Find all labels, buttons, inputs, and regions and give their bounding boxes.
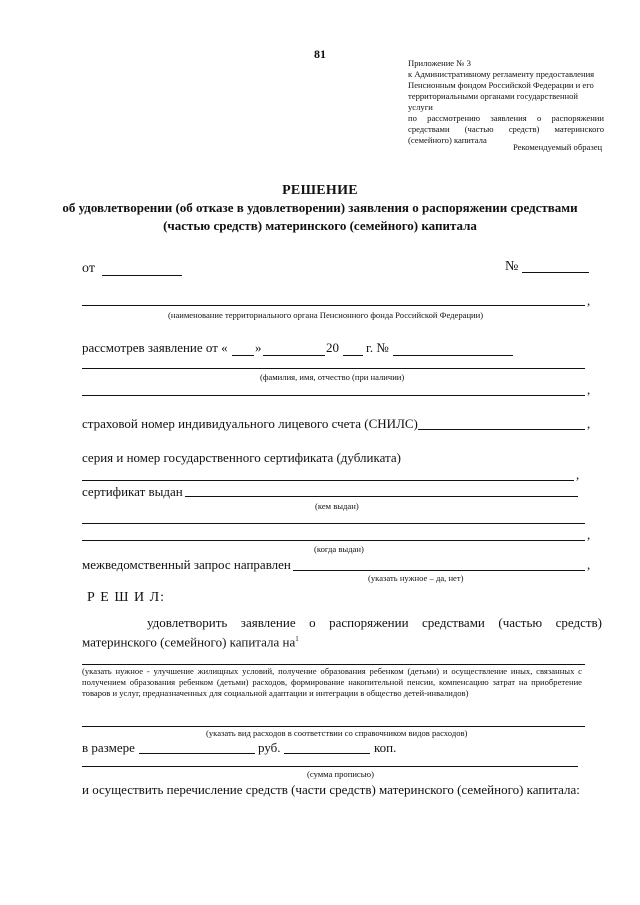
purpose-field[interactable]	[82, 664, 585, 665]
amount-label: в размере	[82, 740, 135, 755]
comma: ,	[587, 557, 591, 572]
number-label: №	[505, 259, 519, 274]
month-field[interactable]	[263, 355, 325, 356]
day-field[interactable]	[232, 355, 254, 356]
kop-field[interactable]	[284, 753, 370, 754]
fio-caption: (фамилия, имя, отчество (при наличии)	[260, 372, 405, 382]
comma: ,	[576, 467, 580, 482]
transfer-text: и осуществить перечисление средств (части средств) материнского (семейного) капитала:	[82, 782, 580, 797]
decision-heading: Р Е Ш И Л:	[87, 590, 165, 605]
purpose-caption: (указать нужное - улучшение жилищных условий, получение образования ребенком (детьми) и осуществление иных, связанных с получением образования ребенком (детьми) расходов, формирование накопительной пенсии, компенсацию затрат на приобретение товаров и услуг, предназначенных для социальной адаптации и интеграции в общество детей-инвалидов)	[82, 666, 582, 698]
interdept-label: межведомственный запрос направлен	[82, 557, 291, 572]
document-title: РЕШЕНИЕ	[282, 183, 358, 198]
interdept-caption: (указать нужное – да, нет)	[368, 573, 464, 583]
issued-by-caption: (кем выдан)	[315, 501, 359, 511]
expense-type-field[interactable]	[82, 726, 585, 727]
number-field[interactable]	[522, 272, 589, 273]
application-number-field[interactable]	[393, 355, 513, 356]
year-field[interactable]	[343, 355, 363, 356]
quote-close: »	[255, 340, 262, 355]
considered-label: рассмотрев заявление от «	[82, 340, 228, 355]
from-label: от	[82, 261, 95, 276]
pfr-name-field[interactable]	[82, 305, 585, 306]
appendix-line: территориальными органами государственной услуги	[408, 91, 579, 112]
appendix-line: (семейного) капитала	[408, 135, 487, 145]
appendix-line: средствами (частью средств) материнского	[408, 124, 604, 134]
interdept-field[interactable]	[293, 570, 585, 571]
sum-words-field[interactable]	[82, 766, 578, 767]
snils-field[interactable]	[418, 429, 585, 430]
appendix-line: Пенсионным фондом Российской Федерации и его	[408, 80, 594, 90]
issued-when-caption: (когда выдан)	[314, 544, 364, 554]
footnote-mark: 1	[295, 635, 299, 643]
comma: ,	[587, 293, 591, 308]
issued-label: сертификат выдан	[82, 484, 183, 499]
certificate-label: серия и номер государственного сертификата (дубликата)	[82, 450, 401, 465]
comma: ,	[587, 382, 591, 397]
issued-by-field[interactable]	[185, 496, 578, 497]
certificate-field[interactable]	[82, 480, 574, 481]
snils-label: страховой номер индивидуального лицевого счета (СНИЛС)	[82, 416, 418, 431]
sample-label: Рекомендуемый образец	[513, 142, 603, 152]
decision-text-body: удовлетворить заявление о распоряжении средствами (частью средств) материнского (семейного) капитала на	[82, 615, 602, 650]
document-subtitle-line2: (частью средств) материнского (семейного) капитала	[163, 218, 477, 233]
expense-type-caption: (указать вид расходов в соответствии со справочником видов расходов)	[206, 728, 468, 738]
appendix-header	[408, 58, 604, 146]
fio-field[interactable]	[82, 368, 585, 369]
appendix-line: Приложение № 3	[408, 58, 471, 68]
issued-by-field-2[interactable]	[82, 523, 585, 524]
rub-field[interactable]	[139, 753, 255, 754]
kop-label: коп.	[374, 740, 397, 755]
fio-field-2[interactable]	[82, 395, 585, 396]
from-date-field[interactable]	[102, 275, 182, 276]
comma: ,	[587, 416, 591, 431]
application-number-label: г. №	[366, 340, 389, 355]
sum-words-caption: (сумма прописью)	[307, 769, 374, 779]
decision-text	[82, 614, 602, 650]
comma: ,	[587, 527, 591, 542]
year-prefix: 20	[326, 340, 339, 355]
page-number: 81	[314, 47, 326, 61]
appendix-line: по рассмотрению заявления о распоряжении	[408, 113, 604, 123]
issued-when-field[interactable]	[82, 540, 585, 541]
document-subtitle-line1: об удовлетворении (об отказе в удовлетворении) заявления о распоряжении средствами	[62, 200, 578, 215]
appendix-line: к Административному регламенту предоставления	[408, 69, 595, 79]
pfr-name-caption: (наименование территориального органа Пенсионного фонда Российской Федерации)	[168, 310, 484, 320]
rub-label: руб.	[258, 740, 281, 755]
